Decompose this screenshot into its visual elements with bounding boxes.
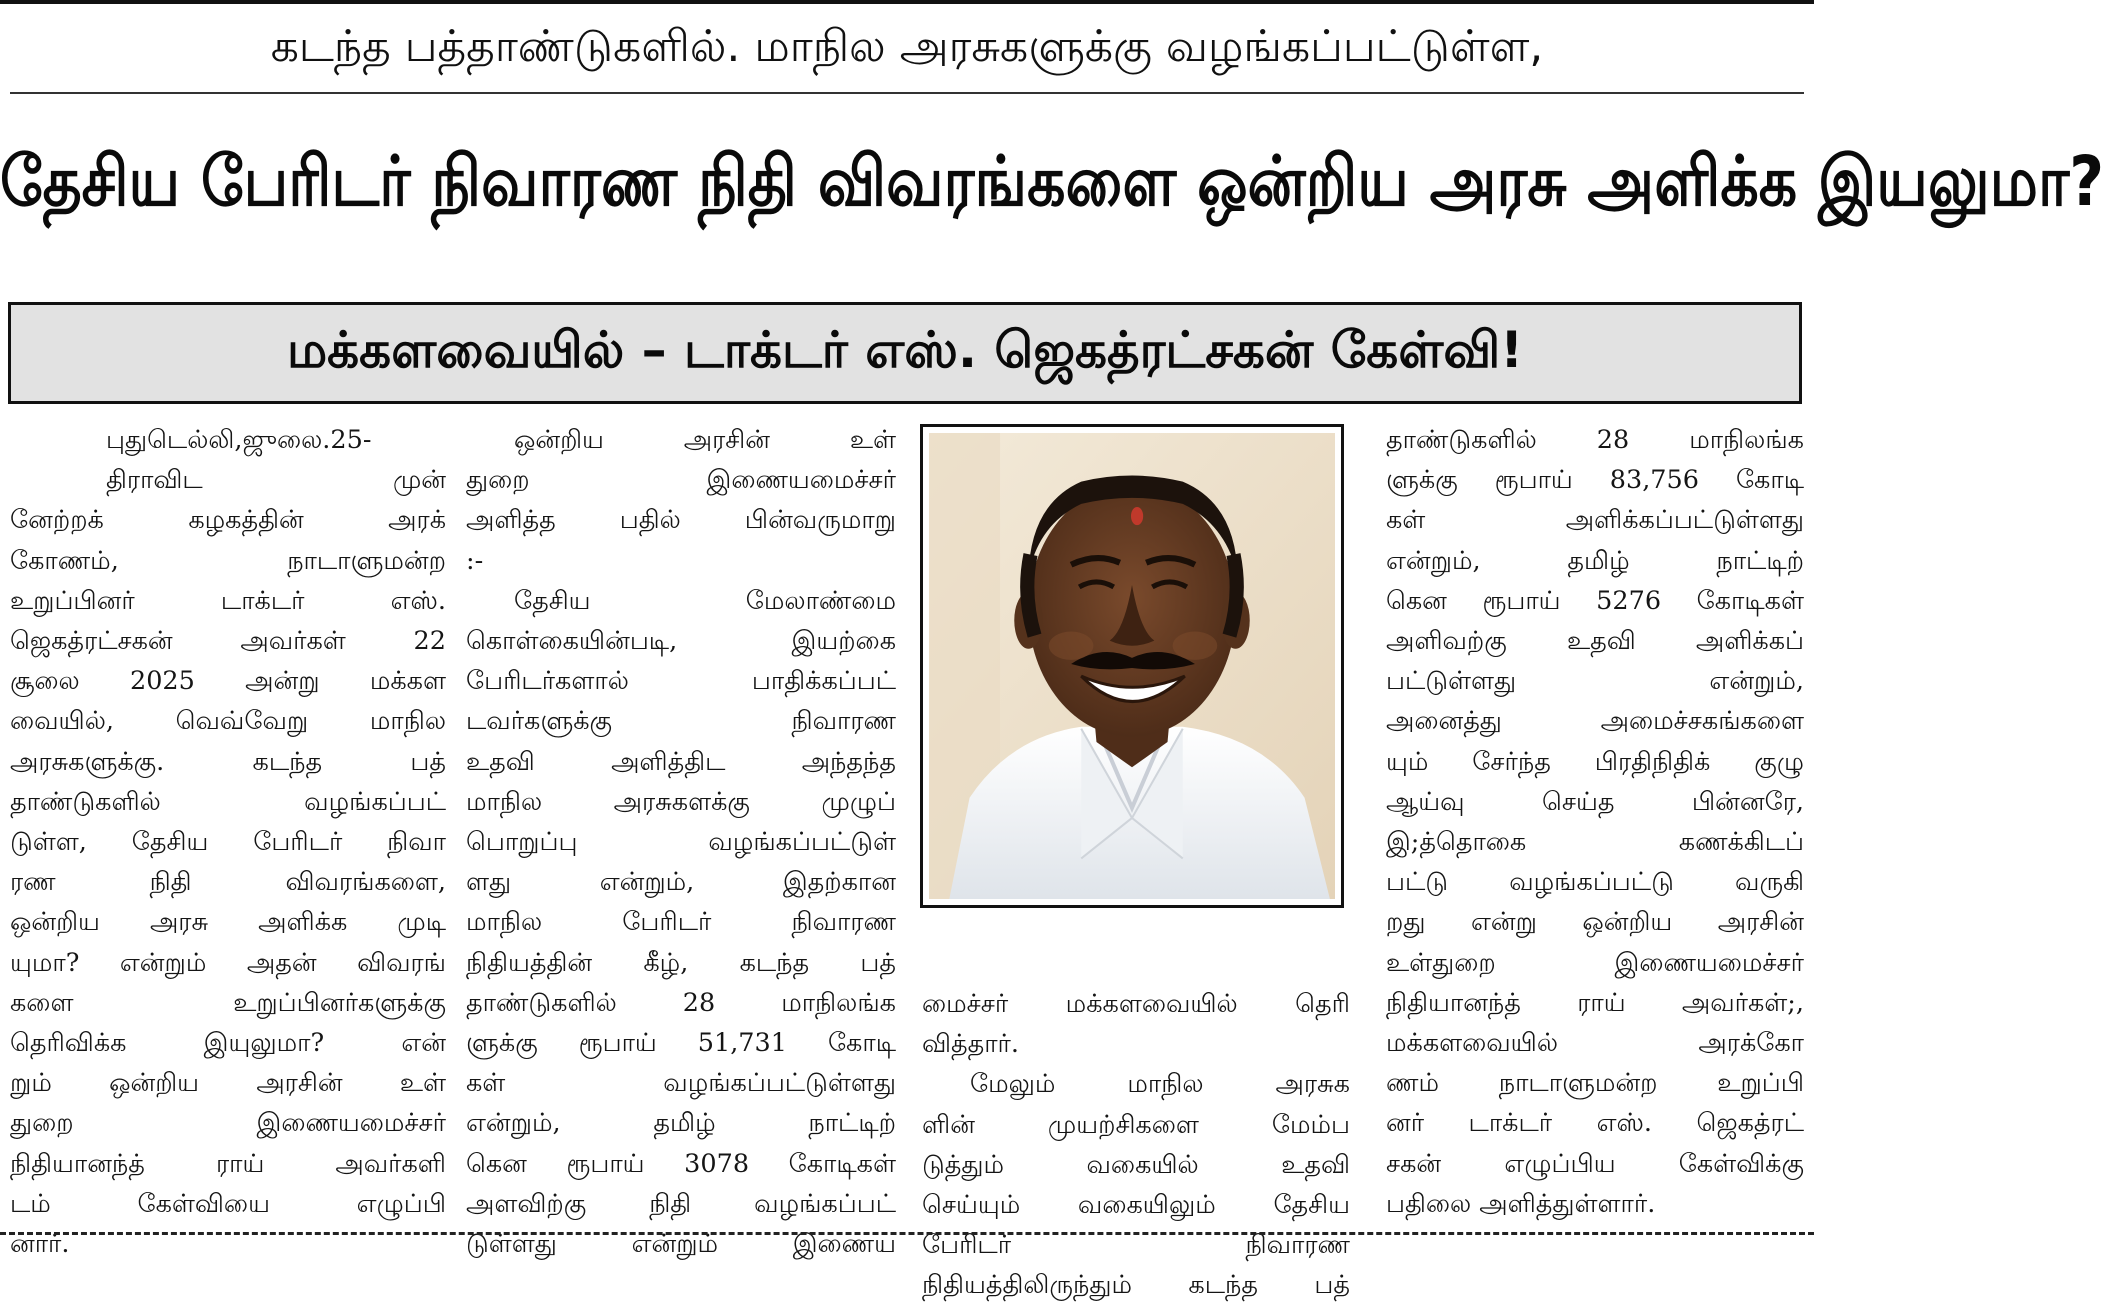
text-line: பட்டு வழங்கப்பட்டு வருகி [1386, 867, 1804, 898]
text-line: ளின் முயற்சிகளை மேம்ப [922, 1109, 1350, 1140]
text-line: தாண்டுகளில் 28 மாநிலங்க [1386, 425, 1804, 455]
text-line: டுள்ள, தேசிய பேரிடர் நிவா [10, 827, 446, 858]
text-line: னார். [10, 1229, 70, 1260]
text-line: றது என்று ஒன்றிய அரசின் [1386, 907, 1804, 938]
text-line: தேசிய மேலாண்மை [514, 585, 896, 616]
kicker-divider [10, 92, 1804, 94]
portrait-icon [929, 433, 1335, 899]
text-line: பேரிடர்களால் பாதிக்கப்பட் [466, 666, 896, 697]
subheadline-box [8, 302, 1802, 404]
text-line: பதிலை அளித்துள்ளார். [1386, 1188, 1656, 1219]
text-line: பொறுப்பு வழங்கப்பட்டுள் [466, 827, 896, 858]
article-column-4 [1386, 420, 1804, 1224]
text-line: யுமா? என்றும் அதன் விவரங் [10, 947, 446, 978]
text-line: நிதியத்திலிருந்தும் கடந்த பத் [922, 1270, 1350, 1301]
text-line: சூலை 2025 அன்று மக்கள [10, 666, 446, 697]
text-line: அளிவற்கு உதவி அளிக்கப் [1386, 626, 1804, 657]
text-line: என்றும், தமிழ் நாட்டிற் [466, 1108, 896, 1139]
text-line: றும் ஒன்றிய அரசின் உள் [10, 1068, 446, 1099]
article-column-3 [922, 984, 1350, 1306]
text-line: டவர்களுக்கு நிவாரண [466, 706, 896, 737]
text-line: கோணம், நாடாளுமன்ற [10, 545, 446, 576]
text-line: நிதியத்தின் கீழ், கடந்த பத் [466, 947, 896, 978]
text-line: திராவிட முன் [106, 465, 446, 496]
text-line: தாண்டுகளில் 28 மாநிலங்க [466, 987, 896, 1018]
text-line: ஜெகத்ரட்சகன் அவர்கள் 22 [10, 626, 446, 657]
text-line: இ;த்தொகை கணக்கிடப் [1386, 827, 1804, 858]
text-line: கொள்கையின்படி, இயற்கை [466, 626, 896, 657]
text-line: நிதியானந்த் ராய் அவர்களி [10, 1148, 446, 1179]
text-line: டம் கேள்வியை எழுப்பி [10, 1188, 446, 1219]
text-line: ளுக்கு ரூபாய் 83,756 கோடி [1386, 465, 1804, 496]
text-line: னேற்றக் கழகத்தின் அரக் [10, 505, 446, 536]
text-line: பேரிடர் நிவாரண [922, 1230, 1350, 1261]
text-line: வித்தார். [922, 1029, 1019, 1060]
text-line: டுத்தும் வகையில் உதவி [922, 1149, 1350, 1180]
text-line: பட்டுள்ளது என்றும், [1386, 666, 1804, 697]
text-line: தாண்டுகளில் வழங்கப்பட் [10, 786, 446, 817]
text-line: அனைத்து அமைச்சகங்களை [1386, 706, 1804, 737]
text-line: ணம் நாடாளுமன்ற உறுப்பி [1386, 1068, 1804, 1099]
text-line: அளித்த பதில் பின்வருமாறு [466, 505, 896, 536]
text-line: ஆய்வு செய்த பின்னரே, [1386, 786, 1804, 817]
text-line: யும் சேர்ந்த பிரதிநிதிக் குழு [1386, 746, 1804, 777]
text-line: துறை இணையமைச்சர் [466, 465, 896, 496]
article-column-1 [10, 420, 446, 1264]
text-line: வையில், வெவ்வேறு மாநில [10, 706, 446, 737]
text-line: ளது என்றும், இதற்கான [466, 867, 896, 898]
article-column-2 [466, 420, 896, 1264]
text-line: கள் அளிக்கப்பட்டுள்ளது [1386, 505, 1804, 536]
text-line: மேலும் மாநில அரசுக [970, 1069, 1350, 1100]
top-rule [0, 0, 1814, 4]
text-line: னர் டாக்டர் எஸ். ஜெகத்ரட் [1386, 1108, 1804, 1139]
text-line: கென ரூபாய் 3078 கோடிகள் [466, 1148, 896, 1179]
text-line: ஒன்றிய அரசு அளிக்க முடி [10, 907, 446, 938]
text-line: ளுக்கு ரூபாய் 51,731 கோடி [466, 1028, 896, 1059]
text-line: உள்துறை இணையமைச்சர் [1386, 947, 1804, 978]
main-headline: தேசிய பேரிடர் நிவாரண நிதி விவரங்களை ஒன்றிய அரசு அளிக்க இயலுமா? [0, 141, 2104, 223]
text-line: டுள்ளது என்றும் இணைய [466, 1229, 896, 1260]
text-line: துறை இணையமைச்சர் [10, 1108, 446, 1139]
text-line: :- [466, 545, 484, 576]
text-line: மாநில அரசுகளக்கு முழுப் [466, 786, 896, 817]
text-line: மைச்சர் மக்களவையில் தெரி [922, 989, 1350, 1019]
kicker-headline: கடந்த பத்தாண்டுகளில். மாநில அரசுகளுக்கு வழங்கப்பட்டுள்ள, [270, 21, 1544, 72]
text-line: என்றும், தமிழ் நாட்டிற் [1386, 545, 1804, 576]
text-line: நிதியானந்த் ராய் அவர்கள்;, [1386, 987, 1804, 1018]
text-line: அளவிற்கு நிதி வழங்கப்பட் [466, 1188, 896, 1219]
text-line: கென ரூபாய் 5276 கோடிகள் [1386, 585, 1804, 616]
text-line: செய்யும் வகையிலும் தேசிய [922, 1190, 1350, 1221]
text-line: சகன் எழுப்பிய கேள்விக்கு [1386, 1148, 1804, 1179]
portrait-photo [920, 424, 1344, 908]
text-line: மக்களவையில் அரக்கோ [1386, 1028, 1804, 1059]
text-line: ஒன்றிய அரசின் உள் [514, 425, 896, 455]
text-line: களை உறுப்பினர்களுக்கு [10, 987, 446, 1018]
text-line: மாநில பேரிடர் நிவாரண [466, 907, 896, 938]
bottom-dashed-rule [0, 1232, 1814, 1235]
text-line: தெரிவிக்க இயுலுமா? என் [10, 1028, 446, 1059]
text-line: கள் வழங்கப்பட்டுள்ளது [466, 1068, 896, 1099]
text-line: உறுப்பினர் டாக்டர் எஸ். [10, 585, 446, 616]
text-line: ரண நிதி விவரங்களை, [10, 867, 446, 898]
dateline: புதுடெல்லி,ஜுலை.25- [106, 425, 372, 455]
text-line: உதவி அளித்திட அந்தந்த [466, 746, 896, 777]
subheadline: மக்களவையில் – டாக்டர் எஸ். ஜெகத்ரட்சகன் கேள்வி! [286, 320, 1524, 379]
text-line: அரசுகளுக்கு. கடந்த பத் [10, 746, 446, 777]
